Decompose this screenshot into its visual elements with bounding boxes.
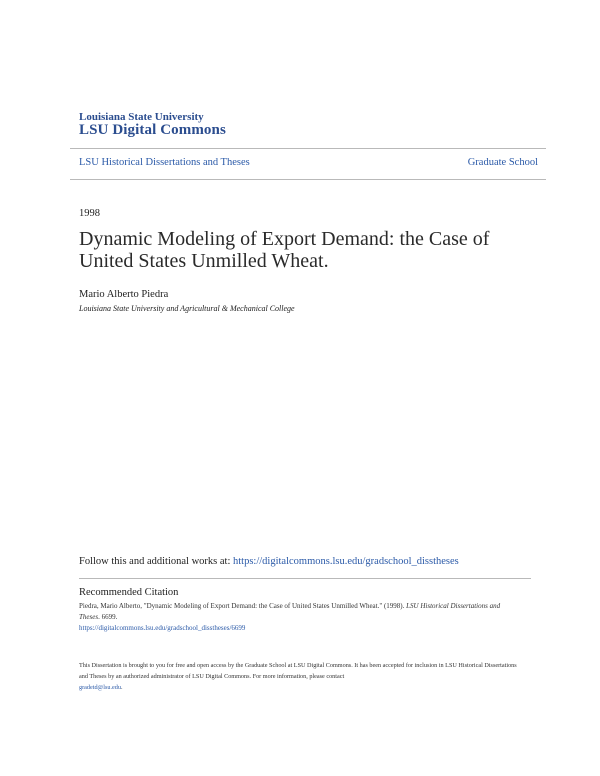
collection-url-link[interactable]: https://digitalcommons.lsu.edu/gradschool_disstheses <box>233 556 459 567</box>
citation-number: . 6699. <box>98 613 118 621</box>
institution-name: Louisiana State University and Agricultural & Mechanical College <box>79 304 295 313</box>
header-divider-bottom <box>70 179 546 180</box>
collection-link[interactable]: LSU Historical Dissertations and Theses <box>79 157 250 168</box>
citation-series: LSU Historical Dissertations and Theses <box>79 602 501 621</box>
repository-name[interactable]: LSU Digital Commons <box>79 122 226 138</box>
citation-url-link[interactable]: https://digitalcommons.lsu.edu/gradschool_disstheses/6699 <box>79 624 246 632</box>
header-divider-top <box>70 148 546 149</box>
contact-email-link[interactable]: gradetd@lsu.edu <box>79 684 121 691</box>
citation-divider <box>79 578 531 579</box>
citation-block <box>79 601 519 634</box>
access-notice <box>79 660 524 693</box>
notice-text: This Dissertation is brought to you for free and open access by the Graduate School at LSU Digital Commons. It has been accepted for inclusion in LSU Historical Dissertations and Theses by an authorized administrator of LSU Digital Commons. For more information, please contact <box>79 662 517 680</box>
document-title: Dynamic Modeling of Export Demand: the Case of United States Unmilled Wheat. <box>79 228 490 272</box>
recommended-citation-heading: Recommended Citation <box>79 587 179 598</box>
graduate-school-link[interactable]: Graduate School <box>467 157 538 168</box>
university-name: Louisiana State University <box>79 111 204 123</box>
notice-end: . <box>120 684 123 691</box>
follow-prefix: Follow this and additional works at: <box>79 556 233 567</box>
publication-year: 1998 <box>79 208 100 219</box>
citation-text: Piedra, Mario Alberto, "Dynamic Modeling of Export Demand: the Case of United States Unmilled Wheat." (1998). <box>79 602 407 610</box>
author-name: Mario Alberto Piedra <box>79 289 169 300</box>
follow-line <box>79 556 459 567</box>
